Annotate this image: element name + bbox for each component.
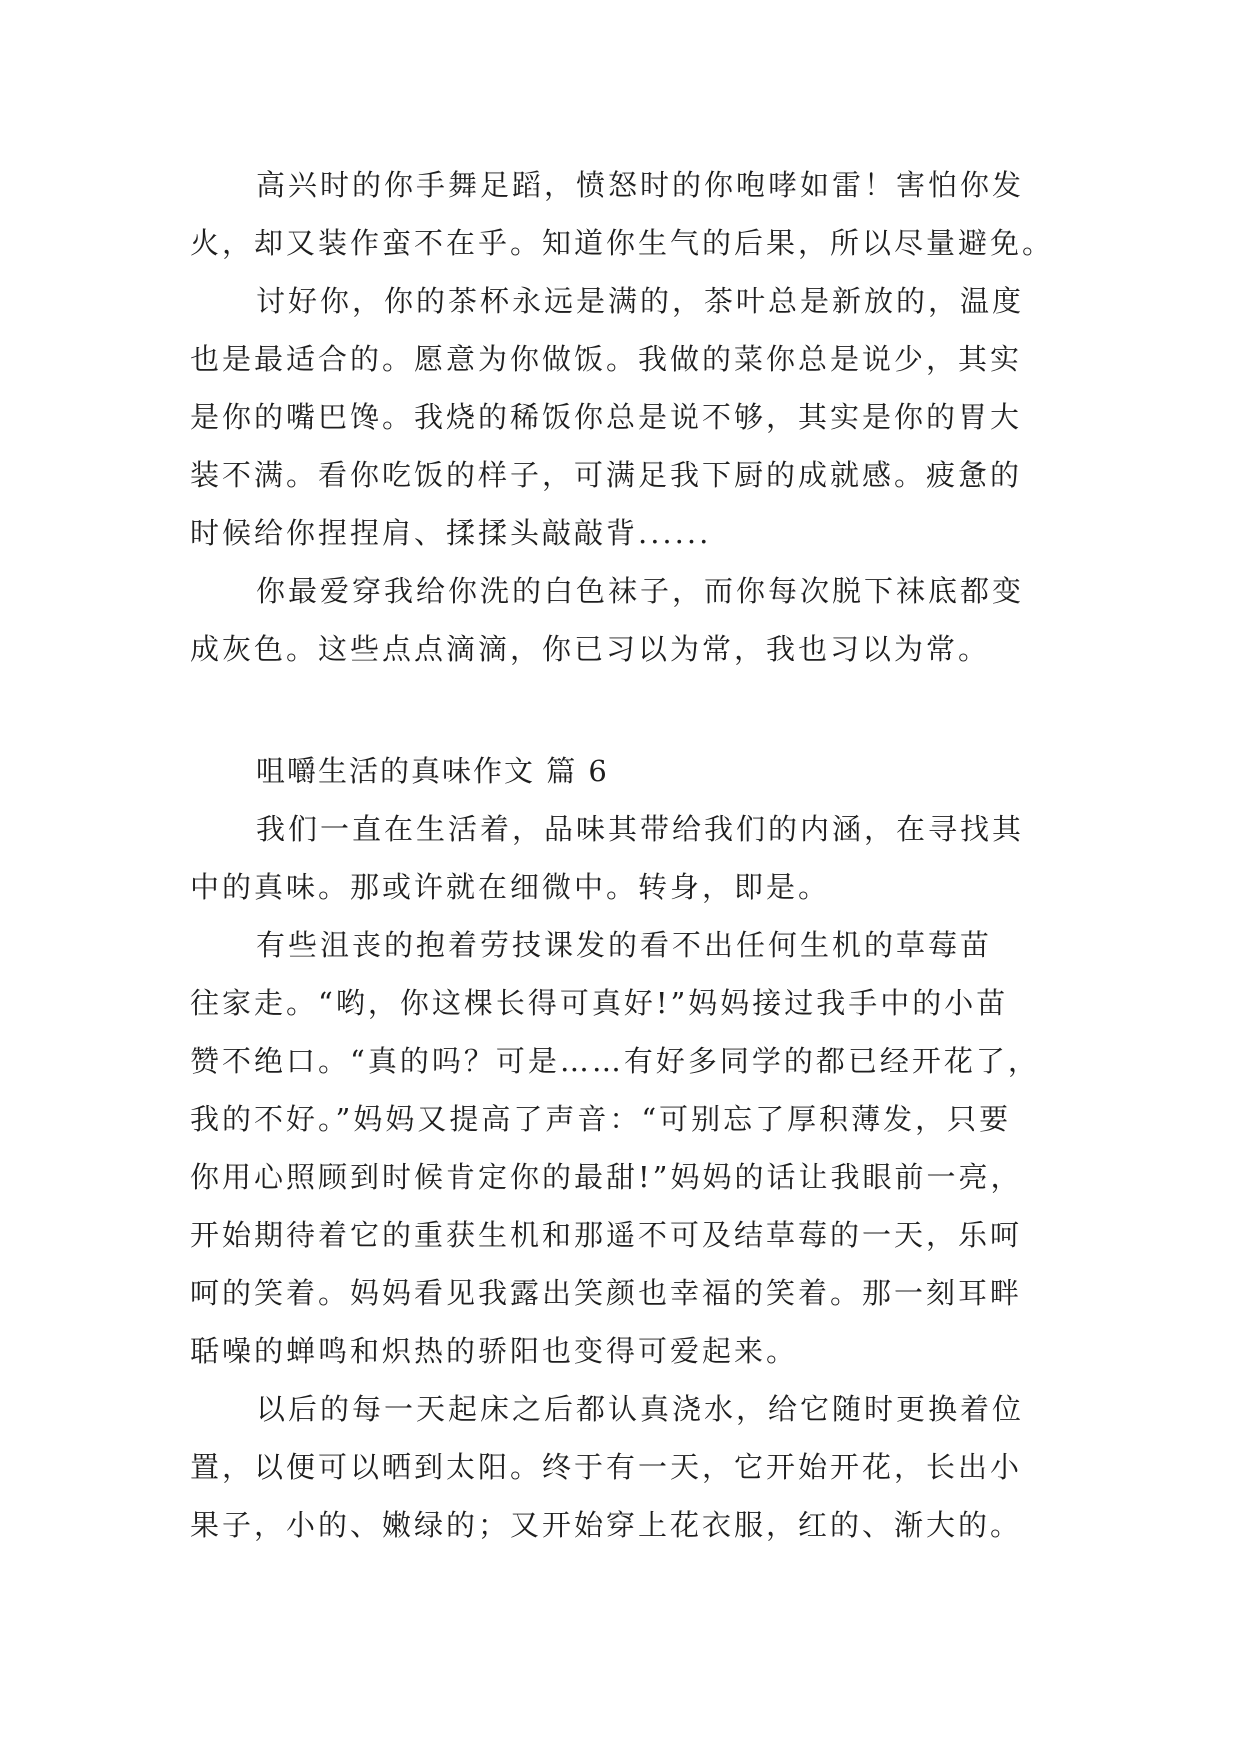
paragraph-line: 赞不绝口。“真的吗？可是……有好多同学的都已经开花了， bbox=[190, 1044, 1040, 1078]
paragraph-line: 我们一直在生活着，品味其带给我们的内涵，在寻找其 bbox=[256, 812, 1025, 846]
paragraph-line: 聒噪的蝉鸣和炽热的骄阳也变得可爱起来。 bbox=[190, 1334, 799, 1368]
paragraph-line: 开始期待着它的重获生机和那遥不可及结草莓的一天，乐呵 bbox=[190, 1218, 1023, 1252]
paragraph-line: 你最爱穿我给你洗的白色袜子，而你每次脱下袜底都变 bbox=[256, 574, 1025, 608]
paragraph-line: 成灰色。这些点点滴滴，你已习以为常，我也习以为常。 bbox=[190, 632, 991, 666]
paragraph-line: 装不满。看你吃饭的样子，可满足我下厨的成就感。疲惫的 bbox=[190, 458, 1023, 492]
paragraph-line: 有些沮丧的抱着劳技课发的看不出任何生机的草莓苗 bbox=[256, 928, 993, 962]
paragraph-line: 时候给你捏捏肩、揉揉头敲敲背...... bbox=[190, 516, 712, 550]
paragraph-line: 置，以便可以晒到太阳。终于有一天，它开始开花，长出小 bbox=[190, 1450, 1023, 1484]
paragraph-line: 往家走。“哟，你这棵长得可真好!”妈妈接过我手中的小苗 bbox=[190, 986, 1009, 1020]
paragraph-line: 你用心照顾到时候肯定你的最甜!”妈妈的话让我眼前一亮， bbox=[190, 1160, 1023, 1194]
paragraph-line: 也是最适合的。愿意为你做饭。我做的菜你总是说少，其实 bbox=[190, 342, 1023, 376]
paragraph-line: 火，却又装作蛮不在乎。知道你生气的后果，所以尽量避免。 bbox=[190, 226, 1055, 260]
section-heading: 咀嚼生活的真味作文 篇 6 bbox=[256, 754, 609, 788]
paragraph-line: 中的真味。那或许就在细微中。转身，即是。 bbox=[190, 870, 831, 904]
paragraph-line: 我的不好。”妈妈又提高了声音：“可别忘了厚积薄发，只要 bbox=[190, 1102, 1012, 1136]
paragraph-line: 果子，小的、嫩绿的；又开始穿上花衣服，红的、渐大的。 bbox=[190, 1508, 1023, 1542]
paragraph-line: 是你的嘴巴馋。我烧的稀饭你总是说不够，其实是你的胃大 bbox=[190, 400, 1023, 434]
paragraph-line: 呵的笑着。妈妈看见我露出笑颜也幸福的笑着。那一刻耳畔 bbox=[190, 1276, 1023, 1310]
paragraph-line: 以后的每一天起床之后都认真浇水，给它随时更换着位 bbox=[256, 1392, 1025, 1426]
paragraph-line: 讨好你，你的茶杯永远是满的，茶叶总是新放的，温度 bbox=[256, 284, 1025, 318]
paragraph-line: 高兴时的你手舞足蹈，愤怒时的你咆哮如雷！害怕你发 bbox=[256, 168, 1025, 202]
